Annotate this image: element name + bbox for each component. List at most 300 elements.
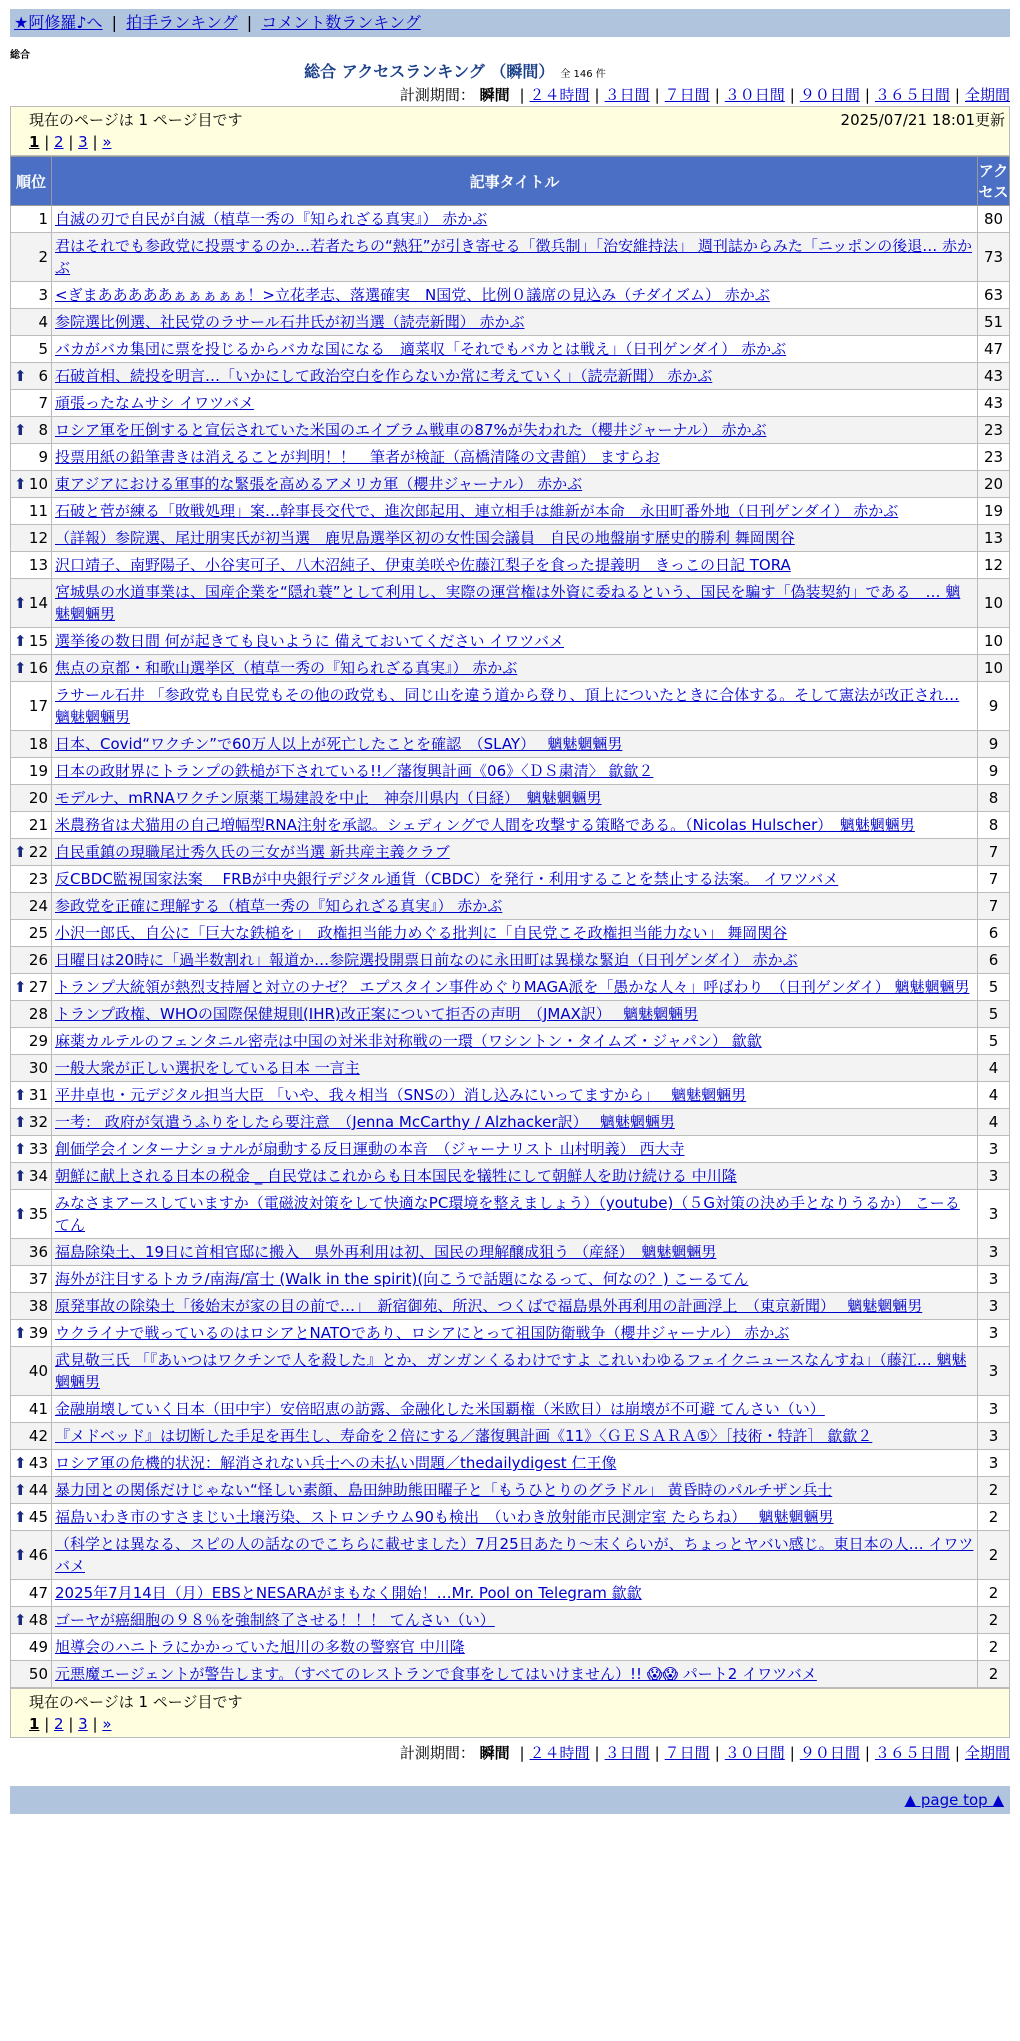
rank-cell: [11, 1477, 52, 1504]
rank-number: 31: [28, 1086, 48, 1104]
rank-cell: [11, 498, 52, 525]
access-count: 7: [978, 866, 1010, 893]
title-cell: [52, 1136, 978, 1163]
article-link[interactable]: 2025年7月14日（月）EBSとNESARAがまもなく開始！…Mr. Pool on Telegram 歙歙: [55, 1584, 642, 1602]
page-links: [29, 1713, 997, 1735]
period-link[interactable]: ３日間: [604, 86, 650, 104]
access-count: 2: [978, 1504, 1010, 1531]
article-link[interactable]: 反CBDC監視国家法案 FRBが中央銀行デジタル通貨（CBDC）を発行・利用することを禁止する法案。 イワツバメ: [55, 870, 839, 888]
title-cell: [52, 233, 978, 282]
rank-number: 45: [28, 1508, 48, 1526]
table-row: [11, 1531, 1010, 1580]
period-separator: |: [654, 86, 660, 104]
article-link[interactable]: 麻薬カルテルのフェンタニル密売は中国の対米非対称戦の一環（ワシントン・タイムズ・ジャパン） 歙歙: [55, 1032, 762, 1050]
page-separator: |: [39, 133, 55, 151]
rank-up-arrow-icon: ⬆: [14, 632, 27, 650]
period-link[interactable]: ９０日間: [799, 1744, 860, 1762]
access-count: 10: [978, 655, 1010, 682]
header-access: アクセス: [978, 157, 1010, 206]
title-cell: [52, 498, 978, 525]
title-cell: [52, 1266, 978, 1293]
page-separator: |: [87, 133, 103, 151]
table-row: [11, 1001, 1010, 1028]
page-top-link[interactable]: ▲ page top ▲: [904, 1791, 1004, 1809]
table-row: [11, 1320, 1010, 1347]
title-cell: [52, 471, 978, 498]
article-link[interactable]: 小沢一郎氏、自公に「巨大な鉄槌を」 政権担当能力めぐる批判に「自民党こそ政権担当能力ない」 舞岡関谷: [55, 924, 788, 942]
title-cell: [52, 1607, 978, 1634]
title-cell: [52, 1028, 978, 1055]
table-row: [11, 812, 1010, 839]
access-count: 2: [978, 1531, 1010, 1580]
access-count: 6: [978, 947, 1010, 974]
rank-cell: [11, 1347, 52, 1396]
period-link[interactable]: ７日間: [664, 86, 710, 104]
article-link[interactable]: <ぎまあああああぁぁぁぁぁ！>立花孝志、落選確実 N国党、比例０議席の見込み（チダイズム） 赤かぶ: [55, 286, 770, 304]
header-title: 記事タイトル: [52, 157, 978, 206]
period-separator: |: [714, 86, 720, 104]
rank-number: 8: [38, 421, 48, 439]
article-link[interactable]: 平井卓也・元デジタル担当大臣 「いや、我々相当（SNSの）消し込みにいってますから」 魑魅魍魎男: [55, 1086, 747, 1104]
article-link[interactable]: 宮城県の水道事業は、国産企業を“隠れ蓑”として利用し、実際の運営権は外資に委ねるという、国民を騙す「偽装契約」である … 魑魅魍魎男: [55, 583, 961, 623]
access-count: 2: [978, 1634, 1010, 1661]
article-link[interactable]: トランプ大統領が熱烈支持層と対立のナゼ？ エプスタイン事件めぐりMAGA派を「愚かな人々」呼ばわり （日刊ゲンダイ） 魑魅魍魎男: [55, 978, 970, 996]
rank-number: 22: [28, 843, 48, 861]
table-row: [11, 866, 1010, 893]
next-page-link[interactable]: »: [102, 133, 112, 151]
rank-up-arrow-icon: ⬆: [14, 421, 27, 439]
home-link[interactable]: ★阿修羅♪へ: [14, 13, 103, 32]
access-count: 3: [978, 1293, 1010, 1320]
title-cell: [52, 282, 978, 309]
article-link[interactable]: 投票用紙の鉛筆書きは消えることが判明！！ 筆者が検証（高橋清隆の文書館） ますらお: [55, 448, 660, 466]
rank-cell: [11, 390, 52, 417]
table-row: [11, 1477, 1010, 1504]
period-link[interactable]: ２４時間: [529, 1744, 590, 1762]
rank-up-arrow-icon: ⬆: [14, 1113, 27, 1131]
article-link[interactable]: 日本、Covid“ワクチン”で60万人以上が死亡したことを確認 （SLAY） 魑魅魍魎男: [55, 735, 623, 753]
article-link[interactable]: 自民重鎮の現職尾辻秀久氏の三女が当選 新共産主義クラブ: [55, 843, 450, 861]
pager-top: [10, 106, 1010, 156]
access-count: 9: [978, 682, 1010, 731]
article-link[interactable]: 選挙後の数日間 何が起きても良いように 備えておいてください イワツバメ: [55, 632, 565, 650]
article-link[interactable]: 米農務省は犬猫用の自己増幅型RNA注射を承認。シェディングで人間を攻撃する策略である。（Nicolas Hulscher） 魑魅魍魎男: [55, 816, 915, 834]
rank-up-arrow-icon: ⬆: [14, 1324, 27, 1342]
rank-number: 17: [28, 697, 48, 715]
period-current: 瞬間: [479, 86, 510, 104]
section-label: 総合: [10, 50, 30, 61]
page-link[interactable]: 2: [54, 1715, 64, 1733]
rank-number: 21: [28, 816, 48, 834]
table-row: [11, 947, 1010, 974]
rank-cell: [11, 1661, 52, 1688]
rank-up-arrow-icon: ⬆: [14, 594, 27, 612]
rank-number: 11: [28, 502, 48, 520]
rank-cell: [11, 628, 52, 655]
article-link[interactable]: 武見敬三氏 「『あいつはワクチンで人を殺した』とか、ガンガンくるわけですよ これいわゆるフェイクニュースなんすね」（藤江… 魑魅魍魎男: [55, 1351, 967, 1391]
article-link[interactable]: 朝鮮に献上される日本の税金 _ 自民党はこれからも日本国民を犠牲にして朝鮮人を助け続ける 中川隆: [55, 1167, 737, 1185]
access-count: 23: [978, 417, 1010, 444]
period-link[interactable]: ２４時間: [529, 86, 590, 104]
title-cell: [52, 1163, 978, 1190]
nav-separator: |: [111, 13, 118, 32]
rank-number: 10: [28, 475, 48, 493]
page-links: [29, 131, 997, 153]
rank-number: 46: [28, 1546, 48, 1564]
title-cell: [52, 552, 978, 579]
rank-cell: [11, 417, 52, 444]
rank-number: 29: [28, 1032, 48, 1050]
article-link[interactable]: 金融崩壊していく日本（田中宇）安倍昭恵の訪露、金融化した米国覇権（米欧日）は崩壊が不可避 てんさい（い）: [55, 1400, 825, 1418]
access-count: 43: [978, 363, 1010, 390]
page-separator: |: [39, 1715, 55, 1733]
rank-cell: [11, 1504, 52, 1531]
period-selector-bottom: [10, 1742, 1010, 1764]
access-count: 3: [978, 1396, 1010, 1423]
access-count: 8: [978, 785, 1010, 812]
ranking-table: [10, 156, 1010, 1688]
title-cell: [52, 758, 978, 785]
access-count: 8: [978, 812, 1010, 839]
article-link[interactable]: 石破と菅が練る「敗戦処理」案…幹事長交代で、進次郎起用、連立相手は維新が本命 永田町番外地（日刊ゲンダイ） 赤かぶ: [55, 502, 899, 520]
access-count: 7: [978, 893, 1010, 920]
table-row: [11, 1109, 1010, 1136]
top-nav-bar: [10, 9, 1010, 37]
article-link[interactable]: 自滅の刃で自民が自滅（植草一秀の『知られざる真実』） 赤かぶ: [55, 210, 488, 228]
access-count: 6: [978, 920, 1010, 947]
current-page-text: 現在のページは 1 ページ目です: [29, 1693, 243, 1711]
title-cell: [52, 920, 978, 947]
rank-number: 39: [28, 1324, 48, 1342]
article-link[interactable]: ウクライナで戦っているのはロシアとNATOであり、ロシアにとって祖国防衛戦争（櫻井ジャーナル） 赤かぶ: [55, 1324, 790, 1342]
rank-up-arrow-icon: ⬆: [14, 1481, 27, 1499]
rank-cell: [11, 1396, 52, 1423]
article-link[interactable]: 一考： 政府が気遣うふりをしたら要注意 （Jenna McCarthy / Alzhacker訳） 魑魅魍魎男: [55, 1113, 675, 1131]
page-link: 1: [29, 133, 40, 151]
period-link[interactable]: ３日間: [604, 1744, 650, 1762]
table-row: [11, 390, 1010, 417]
rank-cell: [11, 920, 52, 947]
rank-number: 27: [28, 978, 48, 996]
article-link[interactable]: モデルナ、mRNAワクチン原薬工場建設を中止 神奈川県内（日経） 魑魅魍魎男: [55, 789, 602, 807]
article-link[interactable]: 君はそれでも参政党に投票するのか…若者たちの“熱狂”が引き寄せる「徴兵制」「治安維持法」 週刊誌からみた「ニッポンの後退… 赤かぶ: [55, 237, 972, 277]
rank-number: 19: [28, 762, 48, 780]
applause-ranking-link[interactable]: 拍手ランキング: [126, 13, 238, 32]
period-link[interactable]: ９０日間: [799, 86, 860, 104]
rank-cell: [11, 1239, 52, 1266]
article-link[interactable]: 頑張ったなムサシ イワツバメ: [55, 394, 254, 412]
article-link[interactable]: 『メドベッド』は切断した手足を再生し、寿命を２倍にする／藩復興計画《11》〈ＧＥＳＡＲＡ⑤〉［技術・特許］ 歙歙２: [55, 1427, 873, 1445]
title-cell: [52, 947, 978, 974]
title-cell: [52, 417, 978, 444]
rank-cell: [11, 974, 52, 1001]
rank-cell: [11, 1634, 52, 1661]
period-current: 瞬間: [479, 1744, 510, 1762]
rank-up-arrow-icon: ⬆: [14, 367, 27, 385]
access-count: 2: [978, 1607, 1010, 1634]
article-link[interactable]: 石破首相、続投を明言…「いかにして政治空白を作らないか常に考えていく」（読売新聞） 赤かぶ: [55, 367, 713, 385]
article-link[interactable]: 福島いわき市のすさまじい土壌汚染、ストロンチウム90も検出 （いわき放射能市民測定室 たらちね） 魑魅魍魎男: [55, 1508, 834, 1526]
article-link[interactable]: 日本の政財界にトランプの鉄槌が下されている!!／藩復興計画《06》〈ＤＳ粛清〉 歙歙２: [55, 762, 654, 780]
title-cell: [52, 731, 978, 758]
table-row: [11, 309, 1010, 336]
updated-timestamp: 2025/07/21 18:01更新: [840, 111, 1005, 129]
footer-bar: [10, 1786, 1010, 1814]
rank-cell: [11, 655, 52, 682]
article-link[interactable]: 暴力団との関係だけじゃない“怪しい素顔、島田紳助熊田曜子と「もうひとりのグラドル」 黄昏時のパルチザン兵士: [55, 1481, 833, 1499]
title-cell: [52, 839, 978, 866]
rank-number: 50: [28, 1665, 48, 1683]
rank-up-arrow-icon: ⬆: [14, 1611, 27, 1629]
article-link[interactable]: 海外が注目するトカラ/南海/富士 (Walk in the spirit)(向こうで話題になるって、何なの？) こーるてん: [55, 1270, 749, 1288]
title-cell: [52, 682, 978, 731]
table-row: [11, 1163, 1010, 1190]
table-row: [11, 206, 1010, 233]
table-row: [11, 655, 1010, 682]
access-count: 3: [978, 1423, 1010, 1450]
title-cell: [52, 974, 978, 1001]
article-link[interactable]: ロシア軍を圧倒すると宣伝されていた米国のエイブラム戦車の87%が失われた（櫻井ジャーナル） 赤かぶ: [55, 421, 767, 439]
period-link[interactable]: ３６５日間: [874, 86, 950, 104]
comment-ranking-link[interactable]: コメント数ランキング: [261, 13, 421, 32]
rank-number: 12: [28, 529, 48, 547]
table-row: [11, 1347, 1010, 1396]
access-count: 9: [978, 731, 1010, 758]
rank-number: 18: [28, 735, 48, 753]
rank-number: 9: [38, 448, 48, 466]
access-count: 9: [978, 758, 1010, 785]
access-count: 3: [978, 1347, 1010, 1396]
access-count: 2: [978, 1477, 1010, 1504]
title-cell: [52, 1634, 978, 1661]
rank-number: 4: [38, 313, 48, 331]
title-cell: [52, 1055, 978, 1082]
access-count: 13: [978, 525, 1010, 552]
page-title-text: 総合 アクセスランキング （瞬間）: [304, 62, 555, 81]
title-cell: [52, 1396, 978, 1423]
table-row: [11, 498, 1010, 525]
article-link[interactable]: ラサール石井 「参政党も自民党もその他の政党も、同じ山を違う道から登り、頂上についたときに合体する。そして憲法が改正され… 魑魅魍魎男: [55, 686, 960, 726]
page-link: 1: [29, 1715, 40, 1733]
article-link[interactable]: 一般大衆が正しい選択をしている日本 一言主: [55, 1059, 360, 1077]
access-count: 10: [978, 628, 1010, 655]
article-link[interactable]: 参院選比例選、社民党のラサール石井氏が初当選（読売新聞） 赤かぶ: [55, 313, 525, 331]
period-separator: |: [789, 1744, 795, 1762]
next-page-link[interactable]: »: [102, 1715, 112, 1733]
rank-number: 2: [38, 248, 48, 266]
period-link[interactable]: ３０日間: [724, 86, 785, 104]
rank-number: 47: [28, 1584, 48, 1602]
rank-cell: [11, 206, 52, 233]
page-separator: |: [87, 1715, 103, 1733]
title-cell: [52, 1423, 978, 1450]
table-row: [11, 1607, 1010, 1634]
rank-number: 3: [38, 286, 48, 304]
article-link[interactable]: 日曜日は20時に「過半数割れ」報道か…参院選投開票日前なのに永田町は異様な緊迫（日刊ゲンダイ） 赤かぶ: [55, 951, 798, 969]
title-cell: [52, 1477, 978, 1504]
rank-cell: [11, 1163, 52, 1190]
article-link[interactable]: 福島除染土、19日に首相官邸に搬入 県外再利用は初、国民の理解醸成狙う （産経） 魑魅魍魎男: [55, 1243, 717, 1261]
rank-number: 33: [28, 1140, 48, 1158]
table-row: [11, 233, 1010, 282]
title-cell: [52, 1504, 978, 1531]
rank-number: 40: [28, 1362, 48, 1380]
period-link[interactable]: ３６５日間: [874, 1744, 950, 1762]
table-row: [11, 1634, 1010, 1661]
rank-cell: [11, 1580, 52, 1607]
access-count: 63: [978, 282, 1010, 309]
title-cell: [52, 1580, 978, 1607]
period-link[interactable]: 全期間: [964, 86, 1010, 104]
period-separator: |: [594, 1744, 600, 1762]
article-link[interactable]: 元悪魔エージェントが警告します。（すべてのレストランで食事をしてはいけません）!! 😱😱 パート2 イワツバメ: [55, 1665, 817, 1683]
article-link[interactable]: 参政党を正確に理解する（植草一秀の『知られざる真実』） 赤かぶ: [55, 897, 503, 915]
table-row: [11, 682, 1010, 731]
rank-cell: [11, 1450, 52, 1477]
title-cell: [52, 525, 978, 552]
table-row: [11, 1190, 1010, 1239]
title-cell: [52, 1239, 978, 1266]
table-row: [11, 785, 1010, 812]
rank-up-arrow-icon: ⬆: [14, 659, 27, 677]
table-row: [11, 893, 1010, 920]
title-cell: [52, 363, 978, 390]
table-row: [11, 920, 1010, 947]
rank-cell: [11, 947, 52, 974]
title-cell: [52, 893, 978, 920]
rank-number: 13: [28, 556, 48, 574]
period-link[interactable]: ３０日間: [724, 1744, 785, 1762]
ranking-body: [11, 206, 1010, 1688]
rank-number: 23: [28, 870, 48, 888]
rank-cell: [11, 839, 52, 866]
access-count: 3: [978, 1266, 1010, 1293]
period-separator: |: [864, 1744, 870, 1762]
rank-up-arrow-icon: ⬆: [14, 1167, 27, 1185]
title-cell: [52, 390, 978, 417]
table-row: [11, 1082, 1010, 1109]
rank-cell: [11, 731, 52, 758]
access-count: 5: [978, 1028, 1010, 1055]
access-count: 80: [978, 206, 1010, 233]
rank-number: 25: [28, 924, 48, 942]
rank-cell: [11, 1136, 52, 1163]
period-separator: |: [519, 1744, 525, 1762]
article-link[interactable]: （科学とは異なる、スピの人の話なのでこちらに載せました）7月25日あたり〜末くらいが、ちょっとヤバい感じ。東日本の人… イワツバメ: [55, 1535, 974, 1575]
rank-up-arrow-icon: ⬆: [14, 1140, 27, 1158]
rank-up-arrow-icon: ⬆: [14, 1508, 27, 1526]
rank-number: 43: [28, 1454, 48, 1472]
rank-cell: [11, 866, 52, 893]
table-row: [11, 758, 1010, 785]
rank-cell: [11, 1531, 52, 1580]
title-cell: [52, 655, 978, 682]
page-link[interactable]: 3: [78, 133, 88, 151]
article-link[interactable]: 沢口靖子、南野陽子、小谷実可子、八木沼純子、伊東美咲や佐藤江梨子を食った提義明 きっこの日記 TORA: [55, 556, 791, 574]
table-row: [11, 1293, 1010, 1320]
total-count: 全 146 件: [560, 69, 606, 80]
table-row: [11, 444, 1010, 471]
access-count: 3: [978, 1136, 1010, 1163]
period-separator: |: [594, 86, 600, 104]
rank-cell: [11, 1423, 52, 1450]
article-link[interactable]: トランプ政権、WHOの国際保健規則(IHR)改正案について拒否の声明 （JMAX訳） 魑魅魍魎男: [55, 1005, 699, 1023]
article-link[interactable]: 旭導会のハニトラにかかっていた旭川の多数の警察官 中川隆: [55, 1638, 465, 1656]
period-separator: |: [864, 86, 870, 104]
article-link[interactable]: 創価学会インターナショナルが扇動する反日運動の本音 （ジャーナリスト 山村明義） 西大寺: [55, 1140, 685, 1158]
rank-cell: [11, 363, 52, 390]
table-row: [11, 552, 1010, 579]
article-link[interactable]: （詳報）参院選、尾辻朋実氏が初当選 鹿児島選挙区初の女性国会議員 自民の地盤崩す歴史的勝利 舞岡関谷: [55, 529, 795, 547]
period-links: [514, 1744, 1010, 1762]
article-link[interactable]: ゴーヤが癌細胞の９８％を強制終了させる！！！ てんさい（い）: [55, 1611, 495, 1629]
rank-number: 20: [28, 789, 48, 807]
access-count: 73: [978, 233, 1010, 282]
rank-number: 42: [28, 1427, 48, 1445]
header-rank: 順位: [11, 157, 52, 206]
access-count: 12: [978, 552, 1010, 579]
article-link[interactable]: みなさまアースしていますか（電磁波対策をして快適なPC環境を整えましょう）（youtube)（５G対策の決め手となりうるか） こーるてん: [55, 1194, 960, 1234]
page-title: [0, 60, 1010, 84]
table-row: [11, 336, 1010, 363]
rank-number: 48: [28, 1611, 48, 1629]
rank-cell: [11, 893, 52, 920]
rank-number: 30: [28, 1059, 48, 1077]
article-link[interactable]: ロシア軍の危機的状況：解消されない兵士への未払い問題／thedailydigest 仁王像: [55, 1454, 617, 1472]
rank-cell: [11, 1082, 52, 1109]
article-link[interactable]: バカがバカ集団に票を投じるからバカな国になる 適菜収「それでもバカとは戦え」（日刊ゲンダイ） 赤かぶ: [55, 340, 787, 358]
title-cell: [52, 1661, 978, 1688]
access-count: 5: [978, 1001, 1010, 1028]
period-separator: |: [789, 86, 795, 104]
rank-cell: [11, 1109, 52, 1136]
rank-cell: [11, 282, 52, 309]
article-link[interactable]: 東アジアにおける軍事的な緊張を高めるアメリカ軍（櫻井ジャーナル） 赤かぶ: [55, 475, 583, 493]
article-link[interactable]: 焦点の京都・和歌山選挙区（植草一秀の『知られざる真実』） 赤かぶ: [55, 659, 518, 677]
rank-cell: [11, 1055, 52, 1082]
rank-number: 16: [28, 659, 48, 677]
rank-cell: [11, 758, 52, 785]
access-count: 3: [978, 1163, 1010, 1190]
period-label: 計測期間：: [399, 86, 475, 104]
rank-number: 5: [38, 340, 48, 358]
rank-cell: [11, 1001, 52, 1028]
period-link[interactable]: ７日間: [664, 1744, 710, 1762]
page-link[interactable]: 2: [54, 133, 64, 151]
rank-number: 32: [28, 1113, 48, 1131]
period-link[interactable]: 全期間: [964, 1744, 1010, 1762]
page-separator: |: [63, 133, 79, 151]
table-row: [11, 363, 1010, 390]
table-row: [11, 1423, 1010, 1450]
title-cell: [52, 866, 978, 893]
access-count: 23: [978, 444, 1010, 471]
table-row: [11, 839, 1010, 866]
rank-number: 36: [28, 1243, 48, 1261]
title-cell: [52, 206, 978, 233]
title-cell: [52, 812, 978, 839]
table-row: [11, 579, 1010, 628]
title-cell: [52, 579, 978, 628]
rank-cell: [11, 444, 52, 471]
rank-cell: [11, 812, 52, 839]
rank-number: 34: [28, 1167, 48, 1185]
title-cell: [52, 1190, 978, 1239]
article-link[interactable]: 原発事故の除染土「後始末が家の目の前で…」 新宿御苑、所沢、つくばで福島県外再利用の計画浮上 （東京新聞） 魑魅魍魎男: [55, 1297, 923, 1315]
title-cell: [52, 1450, 978, 1477]
page-link[interactable]: 3: [78, 1715, 88, 1733]
nav-separator: |: [246, 13, 253, 32]
